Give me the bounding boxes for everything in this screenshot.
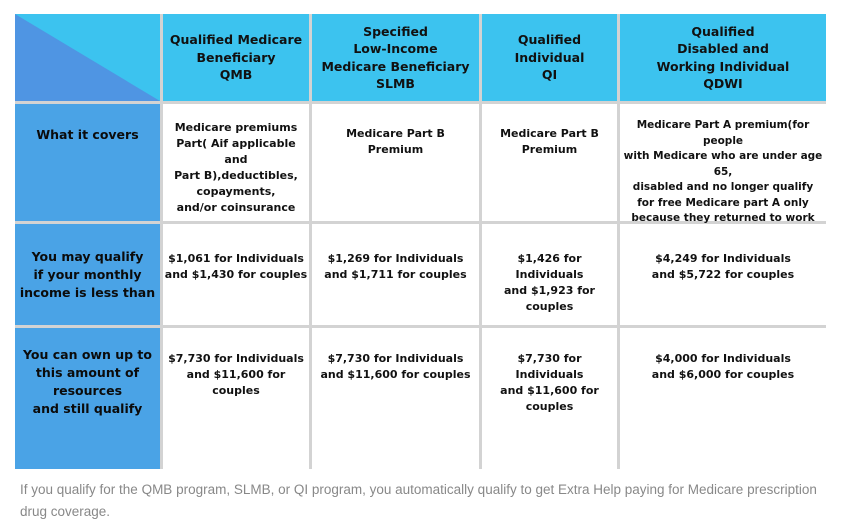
table-cell [163, 224, 309, 325]
cell-text: $7,730 for Individuals and $11,600 for couples [500, 352, 599, 413]
row-label-text: You can own up to this amount of resources and still qualify [23, 347, 152, 416]
table-cell [163, 104, 309, 221]
row-label-what-it-covers [15, 104, 160, 221]
table-cell [620, 328, 826, 469]
cell-text: Medicare premiums Part( Aif applicable and Part B),deductibles, copayments, and/or coinsurance [174, 121, 298, 214]
row-label-monthly-income [15, 224, 160, 325]
column-header-label: Qualified Medicare Beneficiary QMB [169, 32, 303, 83]
column-header-qi [482, 14, 617, 101]
table-cell [482, 224, 617, 325]
column-header-qdwi [620, 14, 826, 101]
table-cell [482, 104, 617, 221]
table-cell [163, 328, 309, 469]
table-corner [15, 14, 160, 101]
table-cell [312, 328, 479, 469]
column-header-qmb [163, 14, 309, 101]
table-cell [312, 104, 479, 221]
cell-text: $4,249 for Individuals and $5,722 for couples [651, 252, 795, 281]
table-cell [620, 224, 826, 325]
cell-text: $1,061 for Individuals and $1,430 for couples [164, 252, 308, 281]
cell-text: Medicare Part A premium(for people with Medicare who are under age 65, disabled and no longer qualify for free Medicare part A only because they returned to work [623, 119, 823, 224]
row-label-text: What it covers [36, 127, 139, 142]
cell-text: Medicare Part B Premium [500, 127, 599, 156]
table-cell [620, 104, 826, 224]
row-label-resources [15, 328, 160, 469]
cell-text: $1,426 for Individuals and $1,923 for couples [503, 252, 595, 313]
corner-triangle-decoration [15, 14, 160, 101]
column-header-label: Qualified Disabled and Working Individual QDWI [656, 23, 790, 91]
column-header-slmb [312, 14, 479, 101]
medicare-savings-table [15, 14, 826, 469]
row-label-text: You may qualify if your monthly income is less than [19, 248, 156, 300]
cell-text: $1,269 for Individuals and $1,711 for couples [324, 252, 467, 281]
table-cell [482, 328, 617, 469]
cell-text: $7,730 for Individuals and $11,600 for couples [320, 352, 471, 381]
cell-text: $4,000 for Individuals and $6,000 for couples [651, 352, 795, 381]
column-header-label: Specified Low-Income Medicare Beneficiary SLMB [321, 23, 470, 91]
column-header-label: Qualified Individual QI [514, 32, 585, 83]
table-cell [312, 224, 479, 325]
cell-text: Medicare Part B Premium [346, 127, 445, 156]
cell-text: $7,730 for Individuals and $11,600 for couples [168, 352, 304, 397]
footnote-text: If you qualify for the QMB program, SLMB, or QI program, you automatically qualify to get Extra Help paying for Medicare prescription drug coverage. [20, 482, 817, 519]
